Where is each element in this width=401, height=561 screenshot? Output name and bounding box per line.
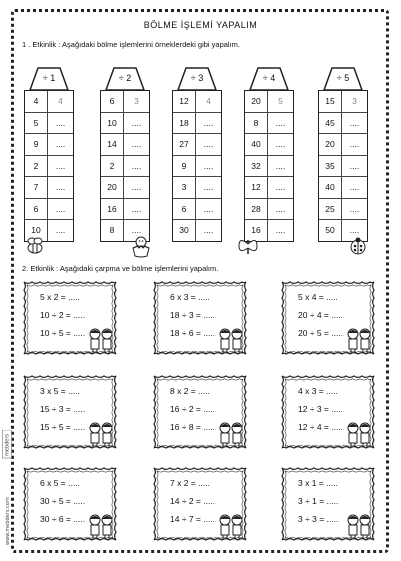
dividend: 8	[101, 220, 124, 241]
quotient-example: 4	[206, 96, 211, 107]
dividend: 12	[245, 177, 268, 198]
answer-blank[interactable]: ....	[203, 160, 214, 171]
division-house-2	[100, 64, 150, 240]
dividend: 40	[319, 177, 342, 198]
children-illustration-icon	[216, 420, 246, 448]
dividend: 6	[101, 91, 124, 112]
dividend: 16	[245, 220, 268, 241]
children-illustration-icon	[344, 512, 374, 540]
answer-blank[interactable]: ....	[55, 139, 66, 150]
dividend: 3	[173, 177, 196, 198]
children-illustration-icon	[86, 326, 116, 354]
answer-blank[interactable]: ....	[131, 160, 142, 171]
dividend: 9	[25, 134, 48, 155]
children-illustration-icon	[86, 420, 116, 448]
exercise-card	[150, 464, 250, 544]
equation[interactable]: 16 ÷ 8 = .....	[170, 422, 216, 432]
ladybug-icon	[348, 236, 368, 256]
dividend: 12	[173, 91, 196, 112]
answer-blank[interactable]: ....	[349, 139, 360, 150]
dividend: 2	[25, 156, 48, 177]
dividend: 18	[173, 113, 196, 134]
dividend: 40	[245, 134, 268, 155]
butterfly-icon	[236, 236, 260, 256]
children-illustration-icon	[216, 326, 246, 354]
dividend: 14	[101, 134, 124, 155]
answer-blank[interactable]: ....	[275, 139, 286, 150]
quotient-example: 3	[352, 96, 357, 107]
answer-blank[interactable]: ....	[275, 182, 286, 193]
answer-blank[interactable]: ....	[203, 225, 214, 236]
exercise-card	[20, 278, 120, 358]
division-table	[318, 90, 368, 242]
answer-blank[interactable]: ....	[55, 160, 66, 171]
equation[interactable]: 30 ÷ 5 = .....	[40, 496, 86, 506]
exercise-card	[20, 464, 120, 544]
divisor-label: ÷ 4	[262, 73, 276, 83]
dividend: 20	[101, 177, 124, 198]
dividend: 30	[173, 220, 196, 241]
equation[interactable]: 15 ÷ 5 = .....	[40, 422, 86, 432]
divisor-label: ÷ 2	[118, 73, 132, 83]
equation[interactable]: 18 ÷ 6 = .....	[170, 328, 216, 338]
answer-blank[interactable]: ....	[203, 139, 214, 150]
answer-blank[interactable]: ....	[131, 182, 142, 193]
equation[interactable]: 16 ÷ 2 = .....	[170, 404, 216, 414]
division-table	[24, 90, 74, 242]
dividend: 6	[173, 199, 196, 220]
dividend: 2	[101, 156, 124, 177]
chick-icon	[130, 234, 152, 258]
equation[interactable]: 7 x 2 = .....	[170, 478, 210, 488]
answer-blank[interactable]: ....	[131, 117, 142, 128]
division-house-5	[318, 64, 368, 240]
site-logo: mebders	[4, 433, 11, 456]
answer-blank[interactable]: ....	[131, 139, 142, 150]
site-url: www.mebders.com	[5, 497, 11, 545]
answer-blank[interactable]: ....	[131, 225, 142, 236]
divisor-label: ÷ 3	[190, 73, 204, 83]
answer-blank[interactable]: ....	[55, 225, 66, 236]
answer-blank[interactable]: ....	[131, 203, 142, 214]
equation[interactable]: 5 x 2 = .....	[40, 292, 80, 302]
answer-blank[interactable]: ....	[349, 117, 360, 128]
equation[interactable]: 4 x 3 = .....	[298, 386, 338, 396]
exercise-card	[278, 464, 378, 544]
answer-blank[interactable]: ....	[55, 182, 66, 193]
equation[interactable]: 6 x 3 = .....	[170, 292, 210, 302]
answer-blank[interactable]: ....	[275, 117, 286, 128]
equation[interactable]: 18 ÷ 3 = .....	[170, 310, 216, 320]
dividend: 6	[25, 199, 48, 220]
equation[interactable]: 10 ÷ 5 = .....	[40, 328, 86, 338]
quotient-example: 5	[278, 96, 283, 107]
children-illustration-icon	[344, 326, 374, 354]
equation[interactable]: 5 x 4 = .....	[298, 292, 338, 302]
dividend: 5	[25, 113, 48, 134]
dividend: 20	[245, 91, 268, 112]
answer-blank[interactable]: ....	[349, 182, 360, 193]
equation[interactable]: 20 ÷ 4 = .....	[298, 310, 344, 320]
equation[interactable]: 12 ÷ 4 = .....	[298, 422, 344, 432]
equation[interactable]: 30 ÷ 6 = .....	[40, 514, 86, 524]
bee-icon	[24, 236, 46, 256]
equation[interactable]: 3 ÷ 1 = .....	[298, 496, 339, 506]
equation[interactable]: 3 x 5 = .....	[40, 386, 80, 396]
site-watermark	[2, 430, 12, 550]
exercise-card	[20, 372, 120, 452]
division-house-3	[172, 64, 222, 240]
answer-blank[interactable]: ....	[203, 203, 214, 214]
dividend: 4	[25, 91, 48, 112]
divisor-label: ÷ 1	[42, 73, 56, 83]
dividend: 8	[245, 113, 268, 134]
dividend: 32	[245, 156, 268, 177]
dividend: 45	[319, 113, 342, 134]
dividend: 7	[25, 177, 48, 198]
answer-blank[interactable]: ....	[275, 160, 286, 171]
children-illustration-icon	[216, 512, 246, 540]
equation[interactable]: 6 x 5 = .....	[40, 478, 80, 488]
exercise-card	[278, 372, 378, 452]
answer-blank[interactable]: ....	[55, 117, 66, 128]
equation[interactable]: 12 ÷ 3 = .....	[298, 404, 344, 414]
answer-blank[interactable]: ....	[349, 160, 360, 171]
exercise-card	[278, 278, 378, 358]
dividend: 15	[319, 91, 342, 112]
division-table	[172, 90, 222, 242]
equation[interactable]: 10 ÷ 2 = .....	[40, 310, 86, 320]
exercise-card	[150, 278, 250, 358]
dividend: 50	[319, 220, 342, 241]
children-illustration-icon	[86, 512, 116, 540]
answer-blank[interactable]: ....	[275, 225, 286, 236]
exercise-cards	[20, 278, 380, 548]
dividend: 35	[319, 156, 342, 177]
equation[interactable]: 14 ÷ 2 = .....	[170, 496, 216, 506]
division-table	[100, 90, 150, 242]
division-house-4	[244, 64, 294, 240]
dividend: 25	[319, 199, 342, 220]
answer-blank[interactable]: ....	[203, 117, 214, 128]
dividend: 10	[101, 113, 124, 134]
divisor-label: ÷ 5	[336, 73, 350, 83]
equation[interactable]: 14 ÷ 7 = .....	[170, 514, 216, 524]
page-title: BÖLME İŞLEMİ YAPALIM	[143, 20, 258, 30]
answer-blank[interactable]: ....	[55, 203, 66, 214]
dividend: 20	[319, 134, 342, 155]
equation[interactable]: 3 x 1 = .....	[298, 478, 338, 488]
equation[interactable]: 8 x 2 = .....	[170, 386, 210, 396]
quotient-example: 4	[58, 96, 63, 107]
answer-blank[interactable]: ....	[203, 182, 214, 193]
children-illustration-icon	[344, 420, 374, 448]
dividend: 10	[25, 220, 48, 241]
equation[interactable]: 3 ÷ 3 = .....	[298, 514, 339, 524]
quotient-example: 3	[134, 96, 139, 107]
activity-1-instruction: 1 . Etkinlik : Aşağıdaki bölme işlemlerini örneklerdeki gibi yapalım.	[22, 40, 241, 49]
answer-blank[interactable]: ....	[275, 203, 286, 214]
division-table	[244, 90, 294, 242]
activity-2-instruction: 2. Etkinlik : Aşağıdaki çarpma ve bölme işlemlerini yapalım.	[22, 264, 219, 273]
equation[interactable]: 15 ÷ 3 = .....	[40, 404, 86, 414]
dividend: 16	[101, 199, 124, 220]
dividend: 9	[173, 156, 196, 177]
exercise-card	[150, 372, 250, 452]
division-house-1	[24, 64, 74, 240]
answer-blank[interactable]: ....	[349, 225, 360, 236]
equation[interactable]: 20 ÷ 5 = .....	[298, 328, 344, 338]
division-houses	[24, 64, 384, 242]
answer-blank[interactable]: ....	[349, 203, 360, 214]
dividend: 28	[245, 199, 268, 220]
dividend: 27	[173, 134, 196, 155]
